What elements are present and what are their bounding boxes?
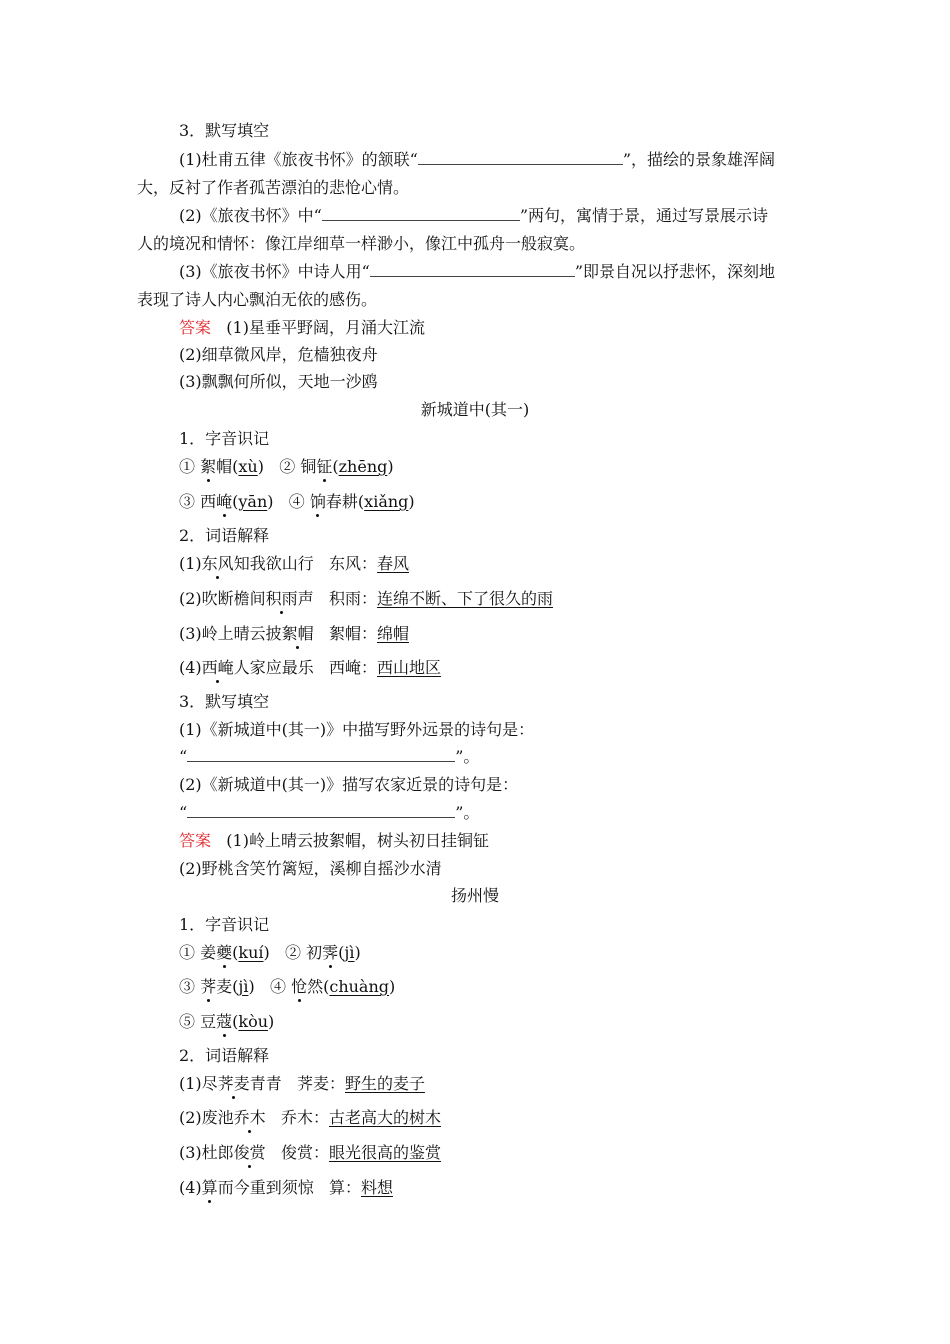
vocab-text: (1)尽	[179, 1074, 218, 1093]
pinyin: zhēng	[338, 457, 388, 476]
item-number: ⑤	[179, 1012, 196, 1031]
answer-text: (1)星垂平野阔，月涌大江流	[226, 318, 425, 337]
question-text: ”两句，寓情于景，通过写景展示诗	[519, 206, 769, 225]
vocab-definition: 野生的麦子	[344, 1074, 425, 1093]
vocab-row	[179, 1071, 425, 1097]
question-text: ”即景自况以抒悲怀，深刻地	[574, 262, 776, 281]
dotted-char: 崦	[216, 492, 233, 511]
question-line	[179, 147, 775, 173]
quote-open: “	[179, 803, 188, 822]
item-number: ①	[179, 457, 196, 476]
dotted-word: 絮帽	[281, 624, 314, 643]
vocab-text: 而今重到须惊	[217, 1178, 314, 1197]
vocab-row	[179, 586, 553, 612]
answer-blank[interactable]	[418, 149, 623, 165]
vocab-definition: 料想	[360, 1178, 393, 1197]
pinyin-row: ⑤ 豆蔻(kòu)	[179, 1012, 275, 1031]
quote-open: “	[179, 747, 188, 766]
vocab-term: 算：	[328, 1178, 361, 1197]
dotted-word: 算	[201, 1178, 218, 1197]
answer-blank[interactable]	[370, 261, 575, 277]
heading-vocabulary: 2．词语解释	[179, 1046, 270, 1065]
word: 西	[200, 492, 217, 511]
answer-line: (3)飘飘何所似，天地一沙鸥	[179, 372, 378, 391]
answer-line: (2)细草微风岸，危樯独夜舟	[179, 345, 378, 364]
heading-dictation: 3．默写填空	[179, 692, 270, 711]
pinyin: kòu	[238, 1012, 269, 1031]
question-text: (3)《旅夜书怀》中诗人用“	[179, 262, 370, 281]
word: 铜	[300, 457, 317, 476]
pinyin-row: ① 絮帽(xù) ② 铜钲(zhēng)	[179, 457, 394, 476]
vocab-term: 东风：	[328, 554, 377, 573]
pinyin: jì	[238, 977, 249, 996]
question-line	[179, 259, 775, 285]
dotted-word: 积雨	[265, 589, 298, 608]
item-number: ③	[179, 492, 196, 511]
vocab-definition: 古老高大的树木	[328, 1108, 441, 1127]
vocab-text: 人家应最乐	[233, 658, 314, 677]
pinyin: xiǎng	[364, 492, 409, 511]
vocab-row	[179, 1105, 441, 1131]
pinyin: chuàng	[329, 977, 390, 996]
vocab-text: (4)	[179, 1178, 202, 1197]
question-line: 大，反衬了作者孤苦漂泊的悲怆心情。	[137, 178, 410, 197]
question-line: 表现了诗人内心飘泊无依的感伤。	[137, 290, 378, 309]
section-title: 扬州慢	[450, 886, 499, 905]
question-line: (1)《新城道中(其一)》中描写野外远景的诗句是：	[179, 720, 535, 739]
vocab-definition: 眼光很高的鉴赏	[328, 1143, 441, 1162]
vocab-term: 荠麦：	[296, 1074, 345, 1093]
question-line	[179, 203, 768, 229]
section-title: 新城道中(其一)	[420, 400, 530, 419]
vocab-text: 青青	[249, 1074, 282, 1093]
vocab-text: (1)	[179, 554, 202, 573]
dotted-char: 絮	[200, 457, 217, 476]
dotted-word: 乔木	[233, 1108, 266, 1127]
item-number: ④	[269, 977, 286, 996]
word: 然	[307, 977, 324, 996]
pinyin-row: ③ 荠麦(jì) ④ 怆然(chuàng)	[179, 977, 396, 996]
quote-close: ”。	[455, 747, 480, 766]
vocab-text: 声	[297, 589, 314, 608]
answer-blank-line	[179, 800, 479, 826]
heading-pronunciation: 1．字音识记	[179, 915, 270, 934]
answer-line	[179, 315, 425, 341]
dotted-char: 蔻	[216, 1012, 233, 1031]
vocab-text: (4)	[179, 658, 202, 677]
dotted-char: 荠	[200, 977, 217, 996]
dotted-char: 霁	[322, 943, 339, 962]
answer-label: 答案	[179, 831, 212, 850]
vocab-row	[179, 621, 409, 647]
dotted-word: 俊赏	[233, 1143, 266, 1162]
word: 姜	[200, 943, 217, 962]
word: 春耕	[325, 492, 358, 511]
answer-blank[interactable]	[187, 802, 455, 818]
vocab-row	[179, 655, 441, 681]
vocab-definition: 春风	[376, 554, 409, 573]
item-number: ②	[279, 457, 296, 476]
question-text: ”，描绘的景象雄浑阔	[622, 150, 776, 169]
heading-vocabulary: 2．词语解释	[179, 526, 270, 545]
vocab-row	[179, 1140, 441, 1166]
dotted-char: 夔	[216, 943, 233, 962]
dotted-char: 钲	[316, 457, 333, 476]
pinyin: kuí	[238, 943, 264, 962]
word: 豆	[200, 1012, 217, 1031]
vocab-text: (3)杜郎	[179, 1143, 234, 1162]
item-number: ③	[179, 977, 196, 996]
answer-line	[179, 828, 489, 854]
question-line: 人的境况和情怀：像江岸细草一样渺小，像江中孤舟一般寂寞。	[137, 234, 586, 253]
word: 初	[306, 943, 323, 962]
vocab-definition: 连绵不断、下了很久的雨	[376, 589, 553, 608]
vocab-term: 絮帽：	[328, 624, 377, 643]
vocab-term: 积雨：	[328, 589, 377, 608]
pinyin-row: ③ 西崦(yān) ④ 饷春耕(xiǎng)	[179, 492, 415, 511]
vocab-term: 西崦：	[328, 658, 377, 677]
dotted-char: 饷	[309, 492, 326, 511]
dotted-word: 西崦	[201, 658, 234, 677]
answer-blank[interactable]	[187, 746, 455, 762]
vocab-row	[179, 551, 409, 577]
dotted-word: 荠麦	[217, 1074, 250, 1093]
answer-text: (1)岭上晴云披絮帽，树头初日挂铜钲	[226, 831, 489, 850]
word: 麦	[216, 977, 233, 996]
pinyin: yān	[238, 492, 268, 511]
vocab-text: 知我欲山行	[233, 554, 314, 573]
vocab-row	[179, 1175, 393, 1201]
quote-close: ”。	[455, 803, 480, 822]
pinyin: xù	[238, 457, 258, 476]
vocab-text: (2)吹断檐间	[179, 589, 266, 608]
answer-blank-line	[179, 744, 479, 770]
vocab-text: (2)废池	[179, 1108, 234, 1127]
question-text: (1)杜甫五律《旅夜书怀》的颔联“	[179, 150, 418, 169]
question-line: (2)《新城道中(其一)》描写农家近景的诗句是：	[179, 775, 519, 794]
item-number: ④	[288, 492, 305, 511]
answer-label: 答案	[179, 318, 212, 337]
answer-blank[interactable]	[322, 205, 520, 221]
pinyin: jì	[344, 943, 355, 962]
item-number: ②	[285, 943, 302, 962]
vocab-definition: 西山地区	[376, 658, 441, 677]
vocab-text: (3)岭上晴云披	[179, 624, 282, 643]
item-number: ①	[179, 943, 196, 962]
heading-dictation: 3．默写填空	[179, 121, 270, 140]
heading-pronunciation: 1．字音识记	[179, 429, 270, 448]
answer-line: (2)野桃含笑竹篱短，溪柳自摇沙水清	[179, 859, 442, 878]
question-text: (2)《旅夜书怀》中“	[179, 206, 322, 225]
dotted-char: 怆	[291, 977, 308, 996]
vocab-term: 乔木：	[280, 1108, 329, 1127]
vocab-term: 俊赏：	[280, 1143, 329, 1162]
pinyin-row: ① 姜夔(kuí) ② 初霁(jì)	[179, 943, 361, 962]
word: 帽	[216, 457, 233, 476]
vocab-definition: 绵帽	[376, 624, 409, 643]
dotted-word: 东风	[201, 554, 234, 573]
